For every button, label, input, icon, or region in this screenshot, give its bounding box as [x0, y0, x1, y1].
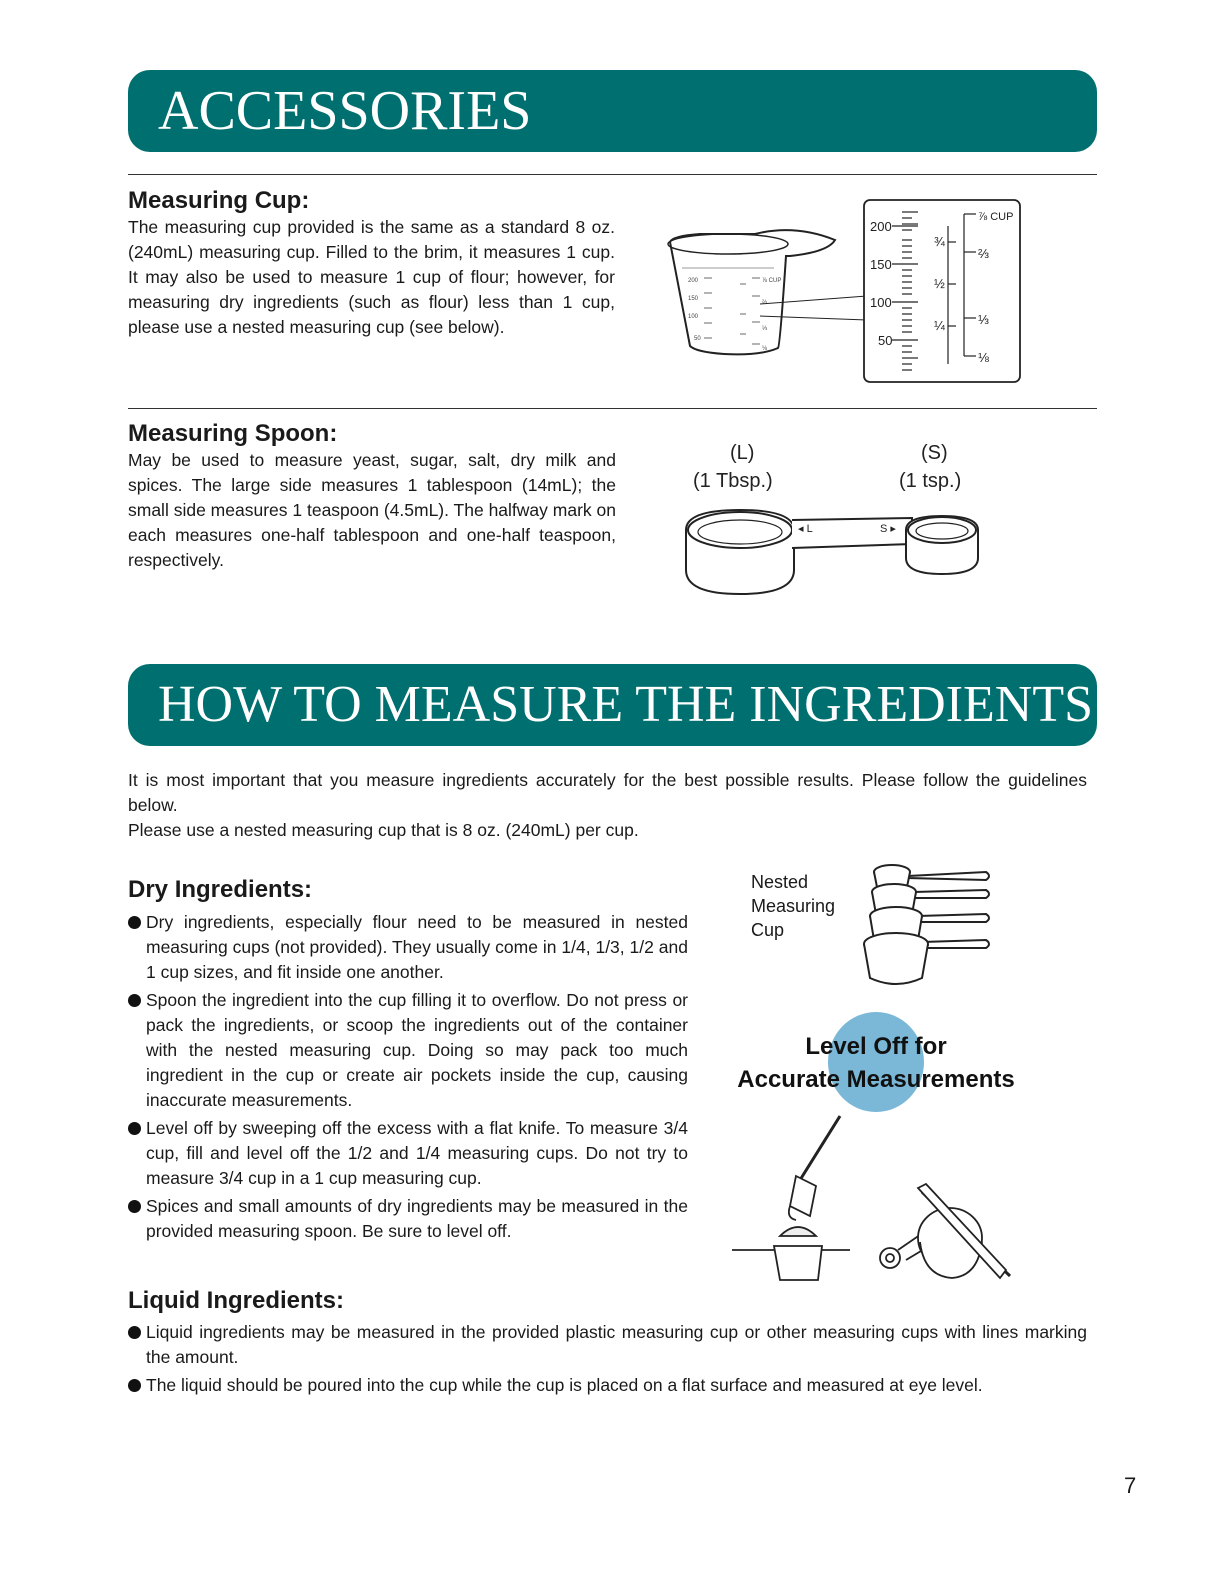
small-spoon-size: (1 tsp.) [899, 470, 962, 492]
bullet-icon [128, 1200, 141, 1213]
level-off-callout [726, 1012, 1026, 1122]
measuring-cup-illustration [660, 196, 1030, 386]
dry-ingredients-heading: Dry Ingredients: [128, 876, 313, 903]
svg-text:⅓: ⅓ [762, 326, 768, 332]
frac-one-eighth: ⅛ [978, 350, 989, 365]
section-divider [128, 408, 1097, 409]
list-item: Level off by sweeping off the excess with a flat knife. To measure 3/4 cup, fill and level off the 1/2 and 1/4 measuring cups. Do not try to measure 3/4 cup in a 1 cup measuring cup. [128, 1116, 688, 1191]
list-item: Spoon the ingredient into the cup filling it to overflow. Do not press or pack the ingredients, or scoop the ingredients out of the container with the nested measuring cup. Doing so may pack too much ingredient in the cup or create air pockets inside the cup, causing inaccurate measurements. [128, 988, 688, 1113]
large-spoon-size: (1 Tbsp.) [693, 470, 773, 492]
accessories-banner: ACCESSORIES [128, 70, 1097, 152]
handle-label-large: ◂ L [798, 523, 813, 535]
intro-paragraph-1: It is most important that you measure ingredients accurately for the best possible results. Please follow the guidelines below. [128, 770, 1087, 815]
liquid-ingredients-heading: Liquid Ingredients: [128, 1287, 344, 1314]
page-number: 7 [1124, 1473, 1137, 1498]
nested-cup-label: Nested Measuring Cup [751, 872, 836, 940]
bullet-icon [128, 1326, 141, 1339]
ml-mark-50: 50 [878, 333, 893, 348]
svg-text:200: 200 [688, 278, 699, 284]
ml-mark-200: 200 [870, 219, 892, 234]
bullet-icon [128, 994, 141, 1007]
measuring-spoon-illustration [680, 438, 990, 602]
list-item: Dry ingredients, especially flour need to be measured in nested measuring cups (not provided). They usually come in 1/4, 1/3, 1/2 and 1 cup sizes, and fit inside one another. [128, 910, 688, 985]
intro-text [128, 768, 1087, 843]
frac-two-thirds: ⅔ [978, 246, 989, 261]
svg-text:⅛: ⅛ [762, 346, 768, 352]
bullet-icon [128, 1122, 141, 1135]
svg-text:⅔: ⅔ [762, 300, 768, 306]
list-item: The liquid should be poured into the cup while the cup is placed on a flat surface and measured at eye level. [128, 1373, 1087, 1398]
bullet-icon [128, 1379, 141, 1392]
ml-mark-150: 150 [870, 257, 892, 272]
list-item: Liquid ingredients may be measured in the provided plastic measuring cup or other measuring cups with lines marking the amount. [128, 1320, 1087, 1370]
frac-one-third: ⅓ [978, 312, 989, 327]
liquid-ingredients-list [128, 1320, 1087, 1401]
level-off-illustration [730, 1110, 1020, 1290]
frac-quarter: ¼ [934, 318, 945, 333]
svg-text:50: 50 [694, 336, 701, 342]
list-item: Spices and small amounts of dry ingredients may be measured in the provided measuring spoon. Be sure to level off. [128, 1194, 688, 1244]
measuring-spoon-text: May be used to measure yeast, sugar, salt, dry milk and spices. The large side measures 1 tablespoon (14mL); the small side measures 1 teaspoon (4.5mL). The halfway mark on each measures one-half tablespoon and one-half teaspoon, respectively. [128, 450, 616, 570]
svg-text:150: 150 [688, 296, 699, 302]
svg-text:⅞ CUP: ⅞ CUP [762, 278, 782, 284]
small-spoon-label: (S) [921, 442, 948, 464]
measuring-spoon-heading: Measuring Spoon: [128, 420, 338, 447]
frac-half: ½ [934, 276, 945, 291]
measuring-cup-text: The measuring cup provided is the same as a standard 8 oz. (240mL) measuring cup. Filled to the brim, it measures 1 cup. It may also be used to measure 1 cup of flour; however, for measuring dry ingredients (such as flour) less than 1 cup, please use a nested measuring cup (see below). [128, 217, 615, 337]
intro-paragraph-2: Please use a nested measuring cup that is 8 oz. (240mL) per cup. [128, 820, 639, 840]
level-off-text: Level Off for Accurate Measurements [737, 1033, 1015, 1093]
ml-mark-100: 100 [870, 295, 892, 310]
section-divider [128, 174, 1097, 175]
handle-label-small: S ▸ [880, 523, 896, 535]
dry-ingredients-list [128, 910, 688, 1247]
how-to-measure-banner: HOW TO MEASURE THE INGREDIENTS [128, 664, 1097, 746]
bullet-icon [128, 916, 141, 929]
large-spoon-label: (L) [730, 442, 755, 464]
nested-cups-illustration [858, 856, 994, 992]
frac-three-quarter: ¾ [934, 234, 945, 249]
frac-seven-eighths: ⅞ CUP [978, 211, 1014, 223]
measuring-cup-heading: Measuring Cup: [128, 187, 310, 214]
svg-text:100: 100 [688, 314, 699, 320]
